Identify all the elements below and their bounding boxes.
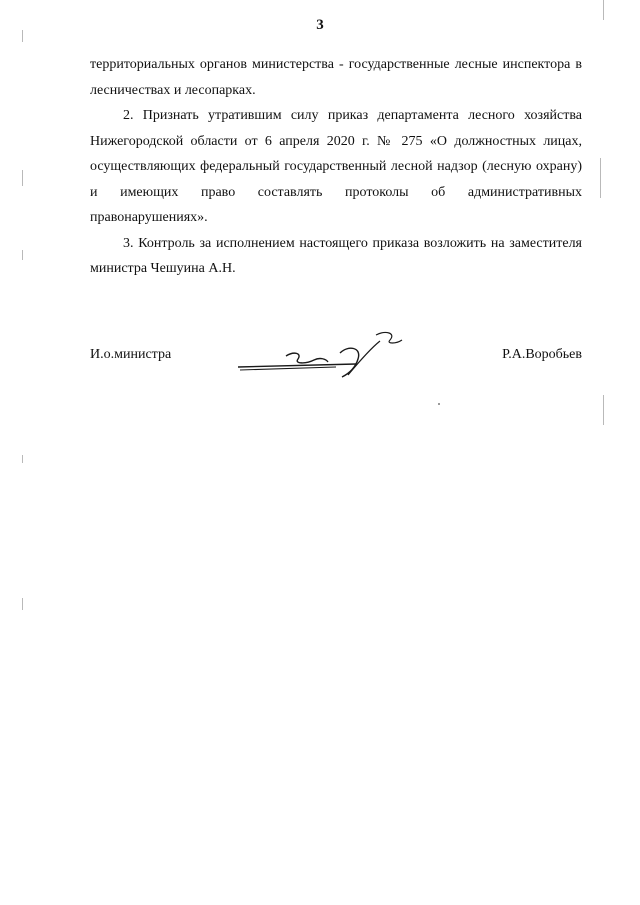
scan-artifact-right (603, 0, 604, 20)
paragraph-continuation: территориальных органов министерства - государственные лесные инспектора в лесничествах и лесопарках. (90, 57, 582, 98)
paragraph-item-3: 3. Контроль за исполнением настоящего приказа возложить на заместителя министра Чешуина А.Н. (90, 235, 582, 276)
scan-artifact-right (600, 158, 601, 198)
scan-artifact-left (22, 170, 23, 186)
page-number: 3 (316, 17, 324, 33)
handwritten-signature (236, 329, 416, 379)
scan-artifact-left (22, 30, 23, 42)
paragraph-item-2: 2. Признать утратившим силу приказ департамента лесного хозяйства Нижегородской области от 6 апреля 2020 г. № 275 «О должностных лицах, осуществляющих федеральный государственный лесной надзор (лесную охрану) и имеющих право составлять протоколы об административных правонарушениях». (90, 108, 582, 225)
signatory-role: И.о.министра (90, 347, 172, 362)
scan-artifact-left (22, 598, 23, 610)
signature-block (90, 345, 582, 385)
scan-artifact-left (22, 455, 23, 463)
scan-artifact-dot (438, 403, 440, 405)
scan-artifact-right (603, 395, 604, 425)
scan-artifact-left (22, 250, 23, 260)
signatory-name: Р.А.Воробьев (502, 347, 582, 362)
document-body (90, 52, 582, 282)
